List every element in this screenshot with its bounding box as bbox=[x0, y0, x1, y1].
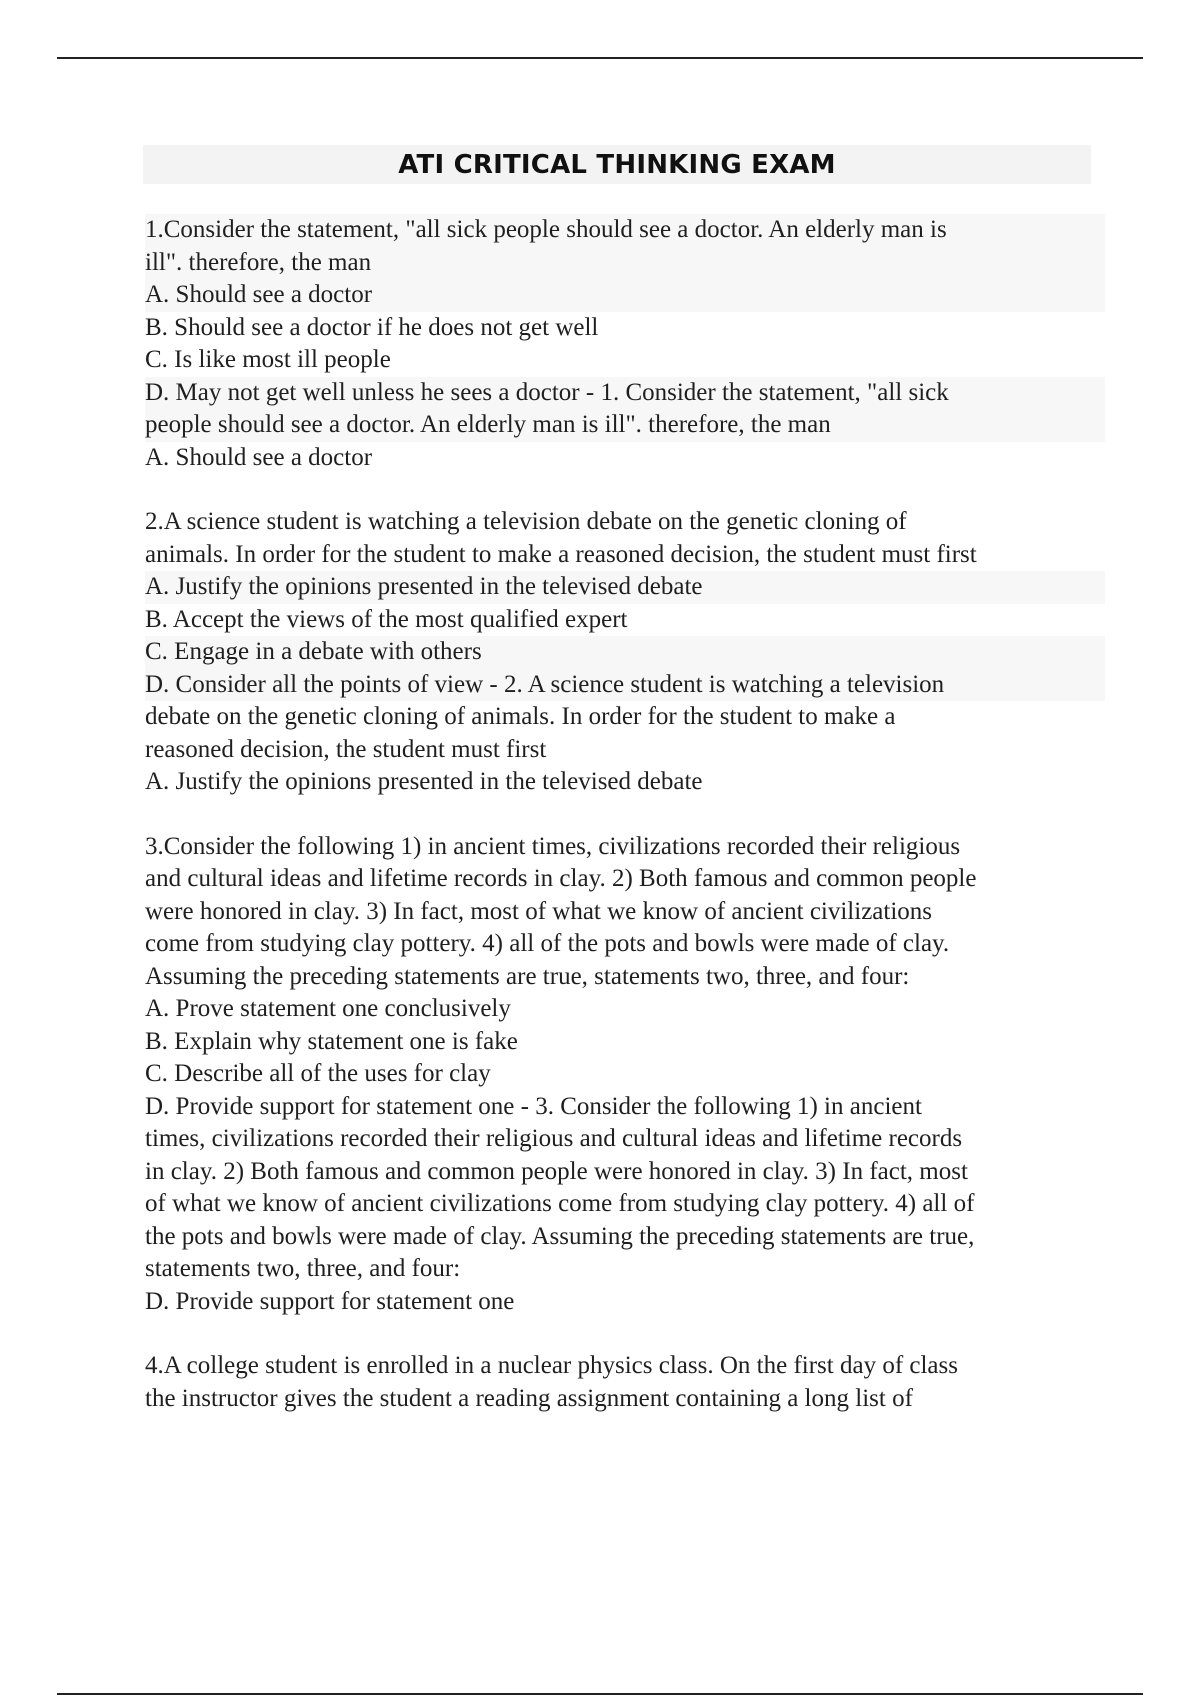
answer-option-c: C. Is like most ill people bbox=[145, 346, 391, 373]
answer-option-d: reasoned decision, the student must first bbox=[145, 735, 547, 763]
question-text: animals. In order for the student to make a reasoned decision, the student must first bbox=[145, 540, 977, 568]
answer-option-d: debate on the genetic cloning of animals. In order for the student to make a bbox=[145, 703, 896, 730]
correct-answer: A. Should see a doctor bbox=[145, 443, 373, 471]
answer-option-d: D. Provide support for statement one - 3. Consider the following 1) in ancient bbox=[145, 1092, 922, 1120]
question-text: come from studying clay pottery. 4) all of the pots and bowls were made of clay. bbox=[145, 930, 950, 957]
answer-option-c: C. Describe all of the uses for clay bbox=[145, 1060, 491, 1087]
question-3 bbox=[145, 831, 1105, 1319]
question-text: the instructor gives the student a reading assignment containing a long list of bbox=[145, 1384, 913, 1412]
answer-option-b: B. Explain why statement one is fake bbox=[145, 1027, 518, 1055]
footer-rule bbox=[57, 1693, 1143, 1695]
answer-option-d: statements two, three, and four: bbox=[145, 1255, 461, 1282]
answer-option-b: B. Accept the views of the most qualified expert bbox=[145, 605, 628, 633]
answer-option-d: of what we know of ancient civilizations come from studying clay pottery. 4) all of bbox=[145, 1190, 975, 1217]
answer-option-a: A. Prove statement one conclusively bbox=[145, 995, 511, 1022]
title-banner bbox=[143, 145, 1091, 184]
answer-option-d: times, civilizations recorded their religious and cultural ideas and lifetime records bbox=[145, 1125, 963, 1152]
answer-option-d: the pots and bowls were made of clay. Assuming the preceding statements are true, bbox=[145, 1222, 975, 1250]
header-rule bbox=[57, 57, 1143, 59]
question-4 bbox=[145, 1350, 1105, 1415]
answer-option-d: in clay. 2) Both famous and common people were honored in clay. 3) In fact, most bbox=[145, 1157, 968, 1185]
question-text: ill". therefore, the man bbox=[145, 247, 1105, 280]
correct-answer: D. Provide support for statement one bbox=[145, 1287, 515, 1315]
question-text: 4.A college student is enrolled in a nuclear physics class. On the first day of class bbox=[145, 1352, 958, 1379]
question-text: Assuming the preceding statements are true, statements two, three, and four: bbox=[145, 962, 910, 990]
answer-option-d: D. Consider all the points of view - 2. A science student is watching a television bbox=[145, 669, 1105, 702]
question-text: and cultural ideas and lifetime records in clay. 2) Both famous and common people bbox=[145, 865, 977, 892]
question-text: 1.Consider the statement, "all sick people should see a doctor. An elderly man is bbox=[145, 214, 1105, 247]
question-2 bbox=[145, 506, 1105, 799]
question-1 bbox=[145, 214, 1105, 474]
answer-option-a: A. Justify the opinions presented in the televised debate bbox=[145, 571, 1105, 604]
answer-option-c: C. Engage in a debate with others bbox=[145, 636, 1105, 669]
question-text: 3.Consider the following 1) in ancient times, civilizations recorded their religious bbox=[145, 832, 961, 860]
correct-answer: A. Justify the opinions presented in the televised debate bbox=[145, 768, 703, 795]
exam-content bbox=[145, 214, 1105, 1447]
answer-option-d: people should see a doctor. An elderly man is ill". therefore, the man bbox=[145, 409, 1105, 442]
page-title: ATI CRITICAL THINKING EXAM bbox=[398, 149, 836, 180]
question-text: were honored in clay. 3) In fact, most of what we know of ancient civilizations bbox=[145, 897, 933, 925]
question-text: 2.A science student is watching a television debate on the genetic cloning of bbox=[145, 508, 907, 535]
answer-option-b: B. Should see a doctor if he does not get well bbox=[145, 313, 599, 341]
answer-option-a: A. Should see a doctor bbox=[145, 279, 1105, 312]
answer-option-d: D. May not get well unless he sees a doctor - 1. Consider the statement, "all sick bbox=[145, 377, 1105, 410]
